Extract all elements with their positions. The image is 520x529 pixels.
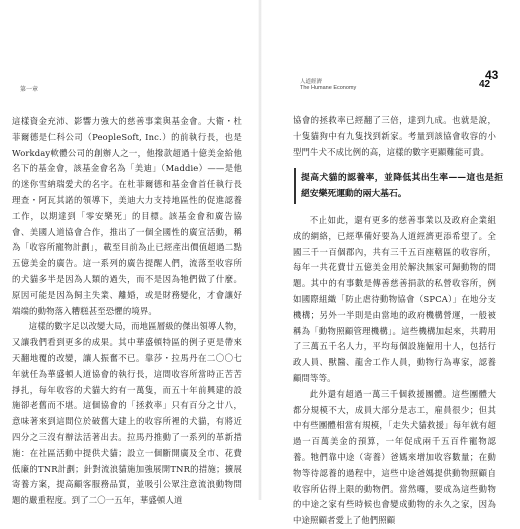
left-page xyxy=(0,0,260,506)
left-paragraph-1: 這樣資金充沛、影響力強大的慈善事業與基金會。大衛・杜菲爾德是仁科公司（PeopleSoft, Inc.）的前執行長，也是Workday軟體公司的創辦人之一，他撥款超過十億美金給他名下的基金會，該基金會名為「美迪」（Maddie）——是他的迷你雪納瑞愛犬的名字。在杜菲爾德和基金會首任執行長理查・阿瓦其諾的領導下，美迪大力支持地區性的促進認養工作，以期達到「零安樂死」的目標。該基金會和廣告協會、美國人道協會合作，推出了一個全國性的廣宣活動，稱為「收容所寵物計劃」，載至目前為止已經產出價值超過二點五億美金的廣告。這一系列的廣告提醒人們，流落至收容所的犬貓多半是因為人類的過失，而不是因為牠們做了什麼。原因可能是因為飼主失業、離婚，或是財務變化，才會讓好端端的動物落入糟糕甚至恐懼的境界。 xyxy=(12,116,242,316)
pull-quote: 提高犬貓的認養率，並降低其出生率——這也是拒絕安樂死運動的兩大基石。 xyxy=(294,168,503,204)
right-body-text xyxy=(293,213,496,529)
right-body-text-top xyxy=(293,113,496,160)
page-number-43: 43 xyxy=(485,68,499,82)
running-head-title-cn: 人道經濟 xyxy=(300,79,323,85)
left-body-text xyxy=(12,114,242,509)
running-head-title-en: The Humane Economy xyxy=(300,85,357,91)
right-paragraph-1: 不止如此，還有更多的慈善事業以及政府企業組成的網絡，已經準備好要為人道經濟更添希望了。全國三千一百個郡內，共有三千五百座轄區的收容所，每年一共花費廿五億美金用於解決無家可歸動物的問題。其中的有事數是傳善慈善捐款的私營收容所，例如國際組織「防止虐待動物協會（SPCA）」在地分支機構；另外一半則是由當地的政府機構營運，一般被稱為「動物照顧管理機構」。這些機構加起來，共聘用了三萬五千名人力，平均每個設施僱用十人，包括行政人員、獸醫、龍舍工作人員，動物行為專家，認養顧問等等。 xyxy=(293,215,496,383)
page-number-42: 42 xyxy=(479,79,491,90)
right-page xyxy=(260,0,520,526)
right-paragraph-continued: 協會的拯救率已經翻了三倍，達到九成。也就是說，十隻貓狗中有九隻找到新家。考量到該協會收容的小型門牛犬不成比例的高，這樣的數字更顯難能可貴。 xyxy=(293,115,496,157)
chapter-label: 第一章 xyxy=(20,87,39,93)
right-paragraph-2: 此外還有超過一萬三千個救援團體。這些團體大都分規模不大，成員大部分是志工，雇員很少；但其中有些團體相當有規模，「走失犬貓救援」每年就有超過一百萬美金的預算，一年促成兩千五百件寵物認養。牠們靠中途（寄養）爸媽來增加收容數量；在動物等待認養的過程中，這些中途爸媽提供動物照顧自收容所佔得上限的動物們。當然囉，要成為這些動物的中途之家有些時候也會變成動物的永久之家，因為中途照顧者愛上了他們照顧 xyxy=(293,388,496,526)
left-paragraph-2: 這樣的數字足以改變大局，而地區層級的傑出領導人物，又讓我們看到更多的成果。其中華盛頓特區的例子更是帶來天翻地覆的改變，讓人振奮不已。靠莎・拉馬丹在二〇〇七年就任為華盛頓人道協會的執行長，這間收容所當時正苦苦掙扎，每年收容的犬貓大約有一萬隻，而五十年前興建的設施卻老舊而不堪。這個協會的「拯救率」只有百分之廿八，意味著來到這間位於破舊大建上的收容所裡的犬貓，有將近四分之三沒有辦法活著出去。拉馬丹推動了一系列的革新措施：在社區活動中提供犬貓；設立一個斷開廣及全市、花費低廉的TNR計劃；針對流浪貓施加強展開TNR的措施；擴展寄養方案，提高顧客服務品質，並吸引公眾注意流浪動物問題的嚴重程度。到了二〇一五年，華盛頓人道 xyxy=(12,321,242,506)
